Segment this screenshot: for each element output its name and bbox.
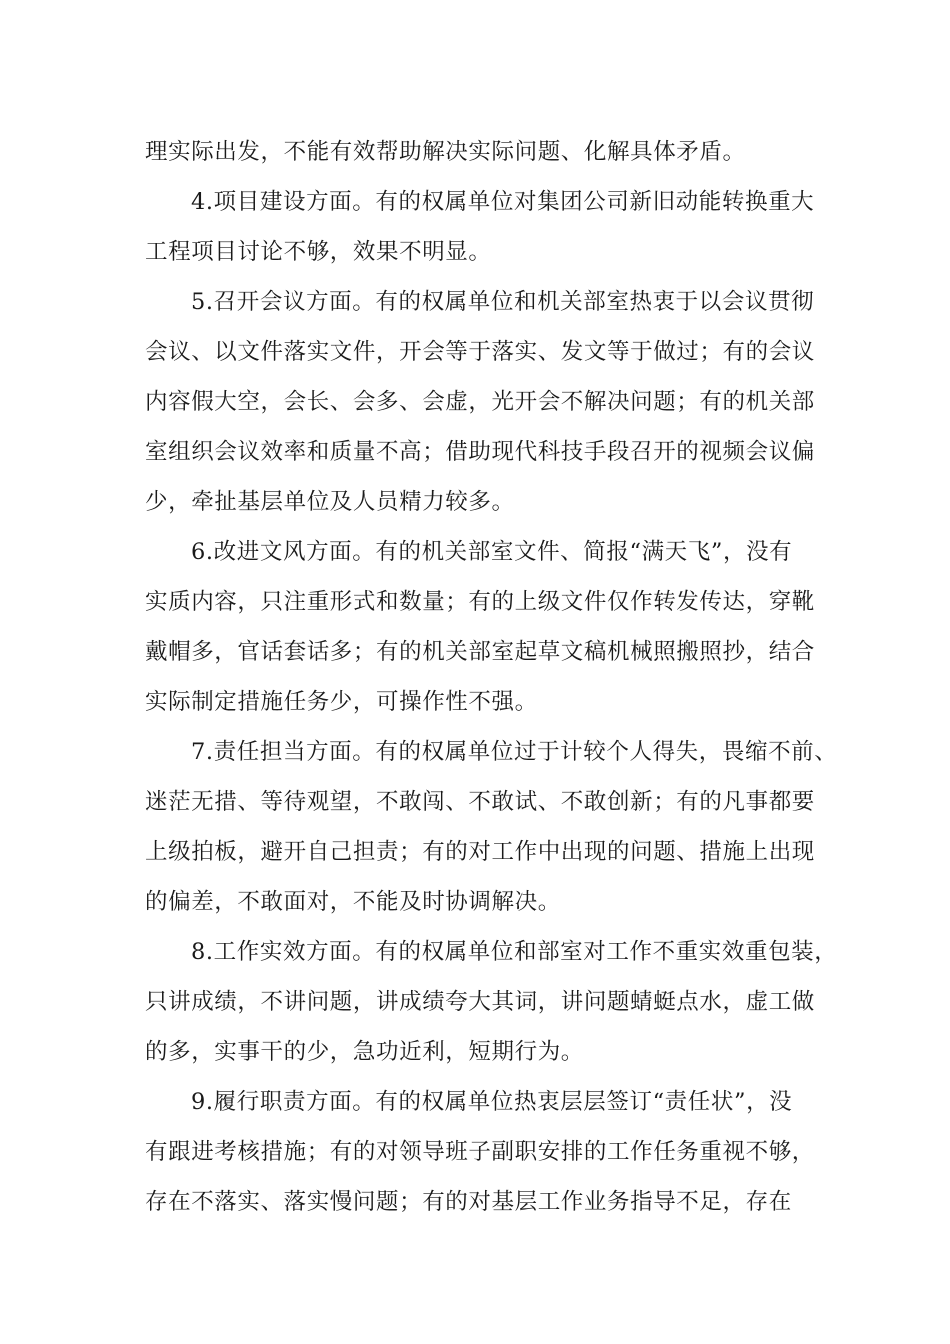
- paragraph-continuation: [145, 127, 835, 177]
- text-line: 戴帽多，官话套话多；有的机关部室起草文稿机械照搬照抄，结合: [145, 639, 815, 665]
- text-line: 4.项目建设方面。有的权属单位对集团公司新旧动能转换重大: [191, 189, 815, 215]
- paragraph-duties: [145, 1077, 835, 1227]
- text-line: 的多，实事干的少，急功近利，短期行为。: [145, 1039, 584, 1065]
- text-line: 6.改进文风方面。有的机关部室文件、简报“满天飞”，没有: [191, 539, 793, 565]
- paragraph-writing-style: [145, 527, 835, 727]
- text-line: 5.召开会议方面。有的权属单位和机关部室热衷于以会议贯彻: [191, 289, 815, 315]
- text-line: 实质内容，只注重形式和数量；有的上级文件仅作转发传达，穿靴: [145, 589, 815, 615]
- text-line: 内容假大空，会长、会多、会虚，光开会不解决问题；有的机关部: [145, 389, 815, 415]
- text-line: 9.履行职责方面。有的权属单位热衷层层签订“责任状”，没: [191, 1089, 793, 1115]
- paragraph-responsibility: [145, 727, 838, 927]
- text-line: 工程项目讨论不够，效果不明显。: [145, 239, 492, 265]
- paragraph-work-effectiveness: [145, 927, 838, 1077]
- text-line: 迷茫无措、等待观望，不敢闯、不敢试、不敢创新；有的凡事都要: [145, 789, 815, 815]
- text-line: 实际制定措施任务少，可操作性不强。: [145, 689, 538, 715]
- text-line: 存在不落实、落实慢问题；有的对基层工作业务指导不足，存在: [145, 1189, 792, 1215]
- text-line: 有跟进考核措施；有的对领导班子副职安排的工作任务重视不够，: [145, 1139, 815, 1165]
- paragraph-meetings: [145, 277, 835, 527]
- text-line: 会议、以文件落实文件，开会等于落实、发文等于做过；有的会议: [145, 339, 815, 365]
- text-line: 7.责任担当方面。有的权属单位过于计较个人得失，畏缩不前、: [191, 739, 838, 765]
- text-line: 8.工作实效方面。有的权属单位和部室对工作不重实效重包装，: [191, 939, 838, 965]
- text-line: 的偏差，不敢面对，不能及时协调解决。: [145, 889, 561, 915]
- text-line: 只讲成绩，不讲问题，讲成绩夸大其词，讲问题蜻蜓点水，虚工做: [145, 989, 815, 1015]
- text-line: 室组织会议效率和质量不高；借助现代科技手段召开的视频会议偏: [145, 439, 815, 465]
- document-body: [145, 127, 838, 1227]
- paragraph-project-construction: [145, 177, 835, 277]
- text-line: 少，牵扯基层单位及人员精力较多。: [145, 489, 515, 515]
- text-line: 理实际出发，不能有效帮助解决实际问题、化解具体矛盾。: [145, 139, 746, 165]
- text-line: 上级拍板，避开自己担责；有的对工作中出现的问题、措施上出现: [145, 839, 815, 865]
